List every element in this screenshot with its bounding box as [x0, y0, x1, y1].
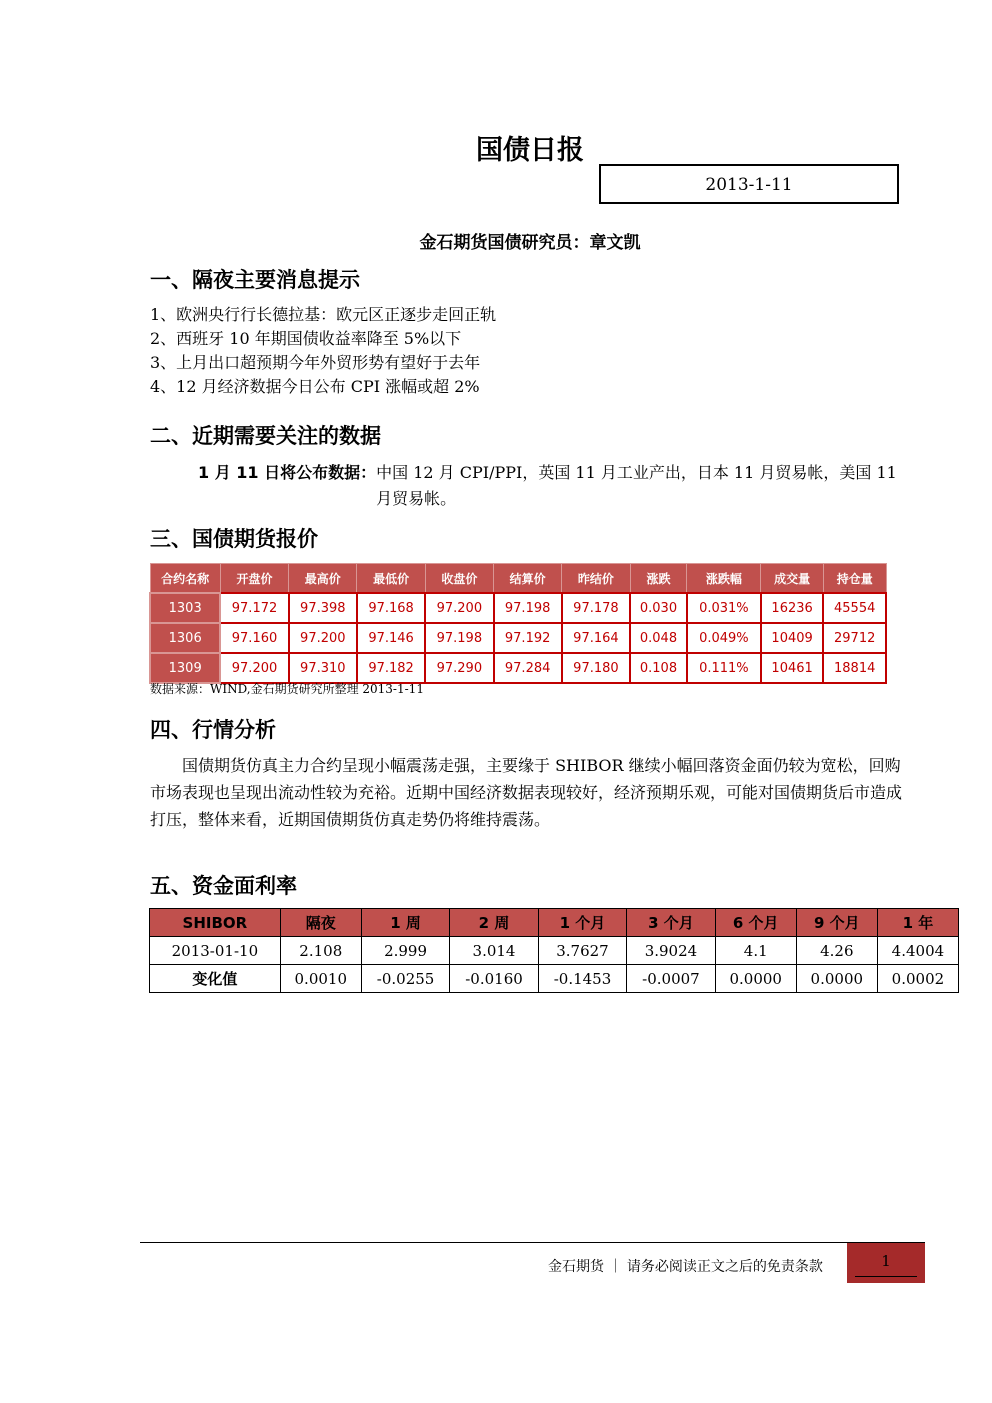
data-source-note: 数据来源：WIND,金石期货研究所整理 2013-1-11 [150, 682, 424, 696]
shibor-header: SHIBOR [150, 909, 281, 937]
section-heading-upcoming: 二、近期需要关注的数据 [150, 424, 381, 448]
shibor-header: 1 周 [361, 909, 449, 937]
futures-table [149, 563, 887, 684]
shibor-header: 1 个月 [538, 909, 626, 937]
futures-header: 合约名称 [150, 564, 220, 594]
table-cell: 2.999 [361, 937, 449, 965]
table-cell: 97.172 [220, 593, 288, 623]
table-cell: -0.0255 [361, 965, 449, 993]
shibor-table [149, 908, 959, 993]
table-cell: 97.160 [220, 623, 288, 653]
page-number-underline [855, 1276, 917, 1277]
table-cell: -0.0160 [450, 965, 538, 993]
shibor-header: 2 周 [450, 909, 538, 937]
futures-header: 昨结价 [562, 564, 630, 594]
page-number: 1 [881, 1252, 891, 1270]
table-cell: 29712 [823, 623, 886, 653]
table-cell: 0.049% [687, 623, 761, 653]
news-item: 3、上月出口超预期今年外贸形势有望好于去年 [150, 353, 481, 372]
table-cell: -0.0007 [627, 965, 715, 993]
table-cell: 97.398 [289, 593, 357, 623]
footer-text: 金石期货 ｜ 请务必阅读正文之后的免责条款 [548, 1259, 823, 1275]
futures-header: 持仓量 [823, 564, 886, 594]
footer-divider [140, 1242, 925, 1243]
table-cell: 3.9024 [627, 937, 715, 965]
table-cell: 4.1 [715, 937, 796, 965]
upcoming-label: 1 月 11 日将公布数据： [198, 463, 377, 482]
news-list [150, 303, 496, 399]
upcoming-data [198, 460, 910, 512]
table-row [150, 937, 959, 965]
news-item: 2、西班牙 10 年期国债收益率降至 5%以下 [150, 329, 462, 348]
news-item: 1、欧洲央行行长德拉基：欧元区正逐步走回正轨 [150, 305, 497, 324]
futures-header: 收盘价 [425, 564, 493, 594]
table-cell: 2013-01-10 [150, 937, 281, 965]
analysis-paragraph: 国债期货仿真主力合约呈现小幅震荡走强，主要缘于 SHIBOR 继续小幅回落资金面仍较为宽松，回购市场表现也呈现出流动性较为充裕。近期中国经济数据表现较好，经济预期乐观，可能对国债期货后市造成打压，整体来看，近期国债期货仿真走势仍将维持震荡。 [150, 756, 903, 829]
futures-header: 涨跌 [630, 564, 687, 594]
table-cell: 0.111% [687, 653, 761, 683]
upcoming-text: 中国 12 月 CPI/PPI，英国 11 月工业产出，日本 11 月贸易帐，美国 11 月贸易帐。 [376, 463, 897, 508]
table-cell: 0.0000 [796, 965, 877, 993]
section-heading-news: 一、隔夜主要消息提示 [150, 268, 360, 292]
shibor-header-row [150, 909, 959, 937]
table-cell: 0.031% [687, 593, 761, 623]
table-cell: 3.7627 [538, 937, 626, 965]
table-cell: 0.0000 [715, 965, 796, 993]
table-cell: 97.146 [357, 623, 425, 653]
table-cell: 10409 [761, 623, 824, 653]
contract-name: 1306 [150, 623, 220, 653]
table-cell: 97.290 [425, 653, 493, 683]
table-cell: 2.108 [280, 937, 361, 965]
table-cell: 18814 [823, 653, 886, 683]
table-cell: 变化值 [150, 965, 281, 993]
table-cell: 97.192 [494, 623, 562, 653]
table-cell: 0.0010 [280, 965, 361, 993]
shibor-header: 1 年 [877, 909, 958, 937]
report-date: 2013-1-11 [599, 164, 899, 204]
section-heading-rates: 五、资金面利率 [150, 874, 297, 898]
futures-header: 成交量 [761, 564, 824, 594]
table-cell: 0.108 [630, 653, 687, 683]
table-cell: 97.310 [289, 653, 357, 683]
table-row [150, 623, 886, 653]
table-cell: 4.4004 [877, 937, 958, 965]
shibor-header: 6 个月 [715, 909, 796, 937]
futures-header: 最高价 [289, 564, 357, 594]
table-cell: 97.198 [425, 623, 493, 653]
table-cell: 97.198 [494, 593, 562, 623]
table-cell: 45554 [823, 593, 886, 623]
author-line: 金石期货国债研究员：章文凯 [419, 233, 641, 253]
table-row [150, 965, 959, 993]
table-cell: 97.168 [357, 593, 425, 623]
table-row [150, 653, 886, 683]
futures-header: 涨跌幅 [687, 564, 761, 594]
contract-name: 1303 [150, 593, 220, 623]
table-cell: 97.284 [494, 653, 562, 683]
table-cell: 3.014 [450, 937, 538, 965]
news-item: 4、12 月经济数据今日公布 CPI 涨幅或超 2% [150, 377, 480, 396]
futures-header: 最低价 [357, 564, 425, 594]
table-cell: 16236 [761, 593, 824, 623]
table-cell: 0.048 [630, 623, 687, 653]
table-row [150, 593, 886, 623]
table-cell: 97.182 [357, 653, 425, 683]
futures-header: 结算价 [494, 564, 562, 594]
section-heading-futures: 三、国债期货报价 [150, 527, 318, 551]
table-cell: 4.26 [796, 937, 877, 965]
table-cell: 0.030 [630, 593, 687, 623]
section-heading-analysis: 四、行情分析 [150, 718, 276, 742]
table-cell: 97.180 [562, 653, 630, 683]
table-cell: 97.164 [562, 623, 630, 653]
futures-header-row [150, 564, 886, 594]
table-cell: -0.1453 [538, 965, 626, 993]
futures-header: 开盘价 [220, 564, 288, 594]
table-cell: 10461 [761, 653, 824, 683]
table-cell: 97.200 [289, 623, 357, 653]
page-title: 国债日报 [476, 135, 584, 166]
table-cell: 97.178 [562, 593, 630, 623]
contract-name: 1309 [150, 653, 220, 683]
table-cell: 97.200 [220, 653, 288, 683]
shibor-header: 3 个月 [627, 909, 715, 937]
table-cell: 97.200 [425, 593, 493, 623]
shibor-header: 9 个月 [796, 909, 877, 937]
table-cell: 0.0002 [877, 965, 958, 993]
shibor-header: 隔夜 [280, 909, 361, 937]
